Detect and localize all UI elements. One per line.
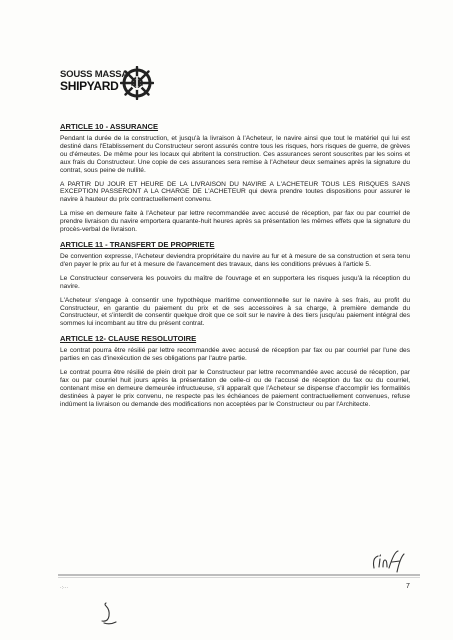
paragraph: Le Constructeur conservera les pouvoirs du maître de l'ouvrage et en supportera les risques jusqu'à la réception du navire. bbox=[60, 274, 410, 290]
paragraph: A PARTIR DU JOUR ET HEURE DE LA LIVRAISON DU NAVIRE A L'ACHETEUR TOUS LES RISQUES SANS EXCEPTION PASSERONT A LA CHARGE DE L'ACHETEUR qui devra prendre toutes dispositions pour assurer le navire à hauteur du prix contractuellement convenu. bbox=[60, 180, 410, 204]
ship-wheel-icon bbox=[120, 66, 154, 100]
footer-divider bbox=[58, 574, 420, 576]
company-logo bbox=[60, 66, 140, 100]
paragraph: Le contrat pourra être résilié de plein droit par le Constructeur par lettre recommandée avec accusé de réception, par fax ou par courriel huit jours après la présentation de celle-ci ou de l'accusé de réception du fax ou du courriel, contenant mise en demeure demeurée infructueuse, s'il apparaît que l'Acheteur se dispense d'accomplir les formalités destinées à payer le prix convenu, ne respecte pas les échéances de paiement contractuellement convenues, refuse indûment la livraison ou demande des modifications non acceptées par le Constructeur ou par l'Architecte. bbox=[60, 369, 410, 408]
article-11 bbox=[60, 240, 410, 328]
paragraph: La mise en demeure faite à l'Acheteur par lettre recommandée avec accusé de réception, par fax ou par courriel de prendre livraison du navire emportera quarante-huit heures après sa présentation les mêmes effets que la signature du procès-verbal de livraison. bbox=[60, 210, 410, 234]
logo-line2: SHIPYARD bbox=[60, 79, 119, 93]
article-heading: ARTICLE 12- CLAUSE RESOLUTOIRE bbox=[60, 334, 197, 344]
footer-divider bbox=[58, 577, 420, 578]
paragraph: L'Acheteur s'engage à consentir une hypothèque maritime conventionnelle sur le navire à ses frais, au profit du Constructeur, en garantie du paiement du prix et de ses accessoires à sa charge, à première demande du Constructeur, et s'interdit de consentir quelque droit que ce soit sur le navire à des tiers jusqu'au paiement intégral des sommes lui incombant au titre du présent contrat. bbox=[60, 296, 410, 328]
article-heading: ARTICLE 11 - TRANSFERT DE PROPRIETE bbox=[60, 239, 215, 249]
article-heading: ARTICLE 10 - ASSURANCE bbox=[60, 122, 159, 131]
logo-line1: SOUSS MASSA bbox=[60, 69, 129, 80]
document-body bbox=[60, 122, 410, 415]
article-10 bbox=[60, 122, 410, 234]
handwritten-mark-icon bbox=[98, 600, 122, 626]
initials-signature-icon bbox=[370, 548, 410, 574]
paragraph: Le contrat pourra être résilié par lettre recommandée avec accusé de réception par fax ou par courriel par l'une des parties en cas d'inexécution de ses obligations par l'autre partie. bbox=[60, 347, 410, 363]
page-number: 7 bbox=[406, 583, 410, 590]
article-12 bbox=[60, 334, 410, 408]
paragraph: De convention expresse, l'Acheteur deviendra propriétaire du navire au fur et à mesure de sa construction et sera tenu d'en payer le prix au fur et à mesure de l'avancement des travaux, dans les conditions prévues à l'article 5. bbox=[60, 252, 410, 268]
paragraph: Pendant la durée de la construction, et jusqu'à la livraison à l'Acheteur, le navire ainsi que tout le matériel qui lui est destiné dans l'Etablissement du Constructeur seront assurés contre tous les risques, hors risques de guerre, de grèves ou d'émeutes. De même pour les locaux qui abritent la construction. Ces assurances seront souscrites par les soins et aux frais du Constructeur. Une copie de ces assurances sera remise à l'Acheteur deux semaines après la signature du contrat, sous peine de nullité. bbox=[60, 135, 410, 174]
footer-mark: ·:··· bbox=[60, 585, 69, 591]
